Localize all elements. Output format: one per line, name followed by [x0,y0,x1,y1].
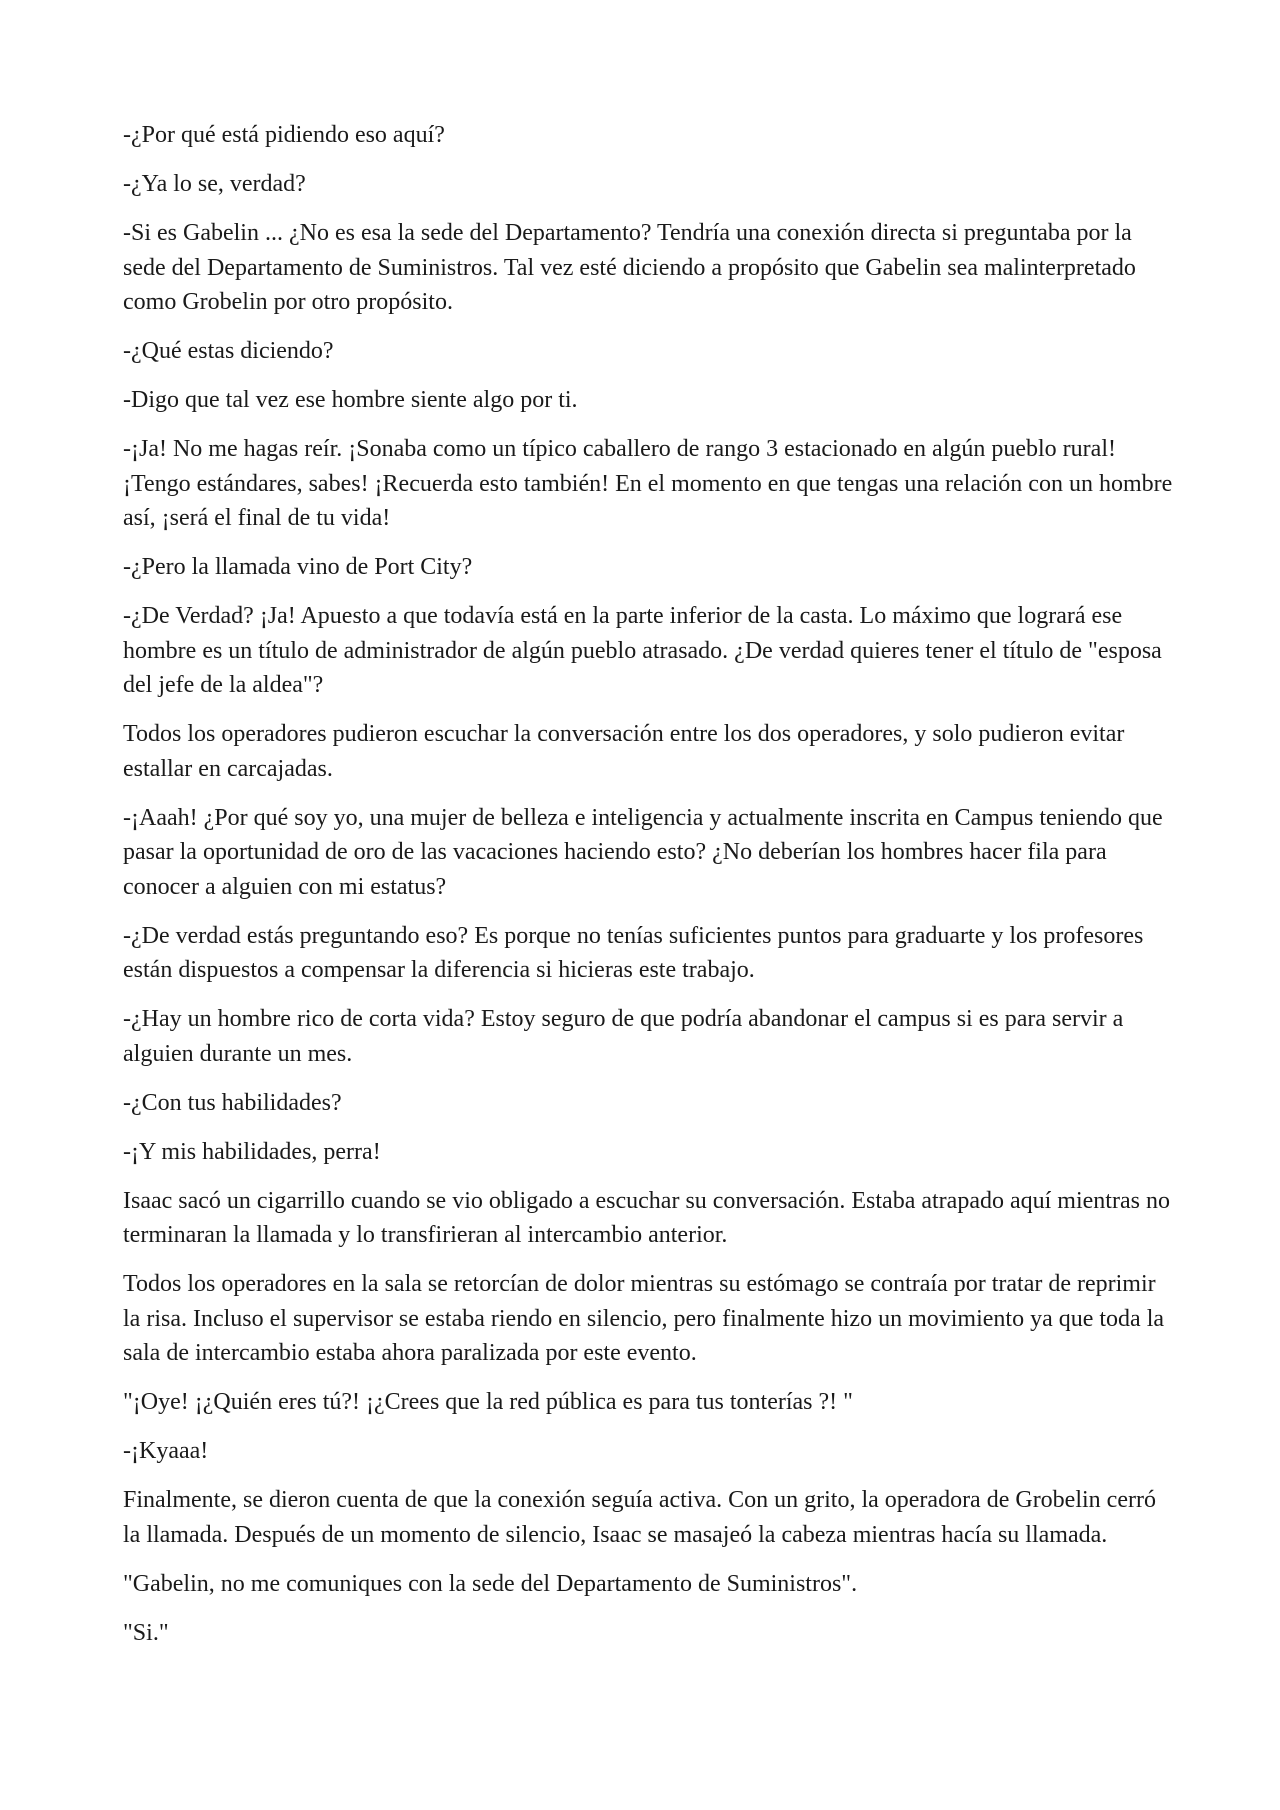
paragraph: "Si." [123,1619,169,1646]
paragraph: -¡Ja! No me hagas reír. ¡Sonaba como un típico caballero de rango 3 estacionado en algún pueblo rural! ¡Tengo estándares, sabes! ¡Recuerda esto también! En el momento en que tengas una relación con un hombre así, ¡será el final de tu vida! [123,436,1173,531]
paragraph: -¿Hay un hombre rico de corta vida? Estoy seguro de que podría abandonar el campus si es para servir a alguien durante un mes. [123,1006,1124,1067]
paragraph: -¡Kyaaa! [123,1438,209,1464]
paragraph: -¿Qué estas diciendo? [123,338,334,364]
paragraph: -¿Pero la llamada vino de Port City? [123,554,473,580]
paragraph: -¡Y mis habilidades, perra! [123,1138,381,1165]
paragraph: -¿De Verdad? ¡Ja! Apuesto a que todavía está en la parte inferior de la casta. Lo máximo que logrará ese hombre es un título de administrador de algún pueblo atrasado. ¿De verdad quieres tener el título de "esposa del jefe de la aldea"? [123,603,1162,698]
paragraph: Todos los operadores pudieron escuchar la conversación entre los dos operadores, y solo pudieron evitar estallar en carcajadas. [123,721,1125,782]
paragraph: -¡Aaah! ¿Por qué soy yo, una mujer de belleza e inteligencia y actualmente inscrita en Campus teniendo que pasar la oportunidad de oro de las vacaciones haciendo esto? ¿No deberían los hombres hacer fila para conocer a alguien con mi estatus? [123,804,1163,900]
paragraph: -¿De verdad estás preguntando eso? Es porque no tenías suficientes puntos para graduarte y los profesores están dispuestos a compensar la diferencia si hicieras este trabajo. [123,922,1144,983]
paragraph: -¿Por qué está pidiendo eso aquí? [123,122,445,148]
paragraph: -¿Con tus habilidades? [123,1089,342,1116]
document-body [123,118,1173,1665]
paragraph: -¿Ya lo se, verdad? [123,171,306,197]
paragraph: Todos los operadores en la sala se retorcían de dolor mientras su estómago se contraía por tratar de reprimir la risa. Incluso el supervisor se estaba riendo en silencio, pero finalmente hizo un movimiento ya que toda la sala de intercambio estaba ahora paralizada por este evento. [123,1271,1165,1366]
paragraph: -Si es Gabelin ... ¿No es esa la sede del Departamento? Tendría una conexión directa si preguntaba por la sede del Departamento de Suministros. Tal vez esté diciendo a propósito que Gabelin sea malinterpretado como Grobelin por otro propósito. [123,220,1136,315]
paragraph: "¡Oye! ¡¿Quién eres tú?! ¡¿Crees que la red pública es para tus tonterías ?! " [123,1389,853,1415]
paragraph: -Digo que tal vez ese hombre siente algo por ti. [123,387,578,413]
paragraph: Finalmente, se dieron cuenta de que la conexión seguía activa. Con un grito, la operadora de Grobelin cerró la llamada. Después de un momento de silencio, Isaac se masajeó la cabeza mientras hacía su llamada. [123,1487,1156,1548]
paragraph: Isaac sacó un cigarrillo cuando se vio obligado a escuchar su conversación. Estaba atrapado aquí mientras no terminaran la llamada y lo transfirieran al intercambio anterior. [123,1187,1170,1248]
paragraph: "Gabelin, no me comuniques con la sede del Departamento de Suministros". [123,1570,858,1597]
